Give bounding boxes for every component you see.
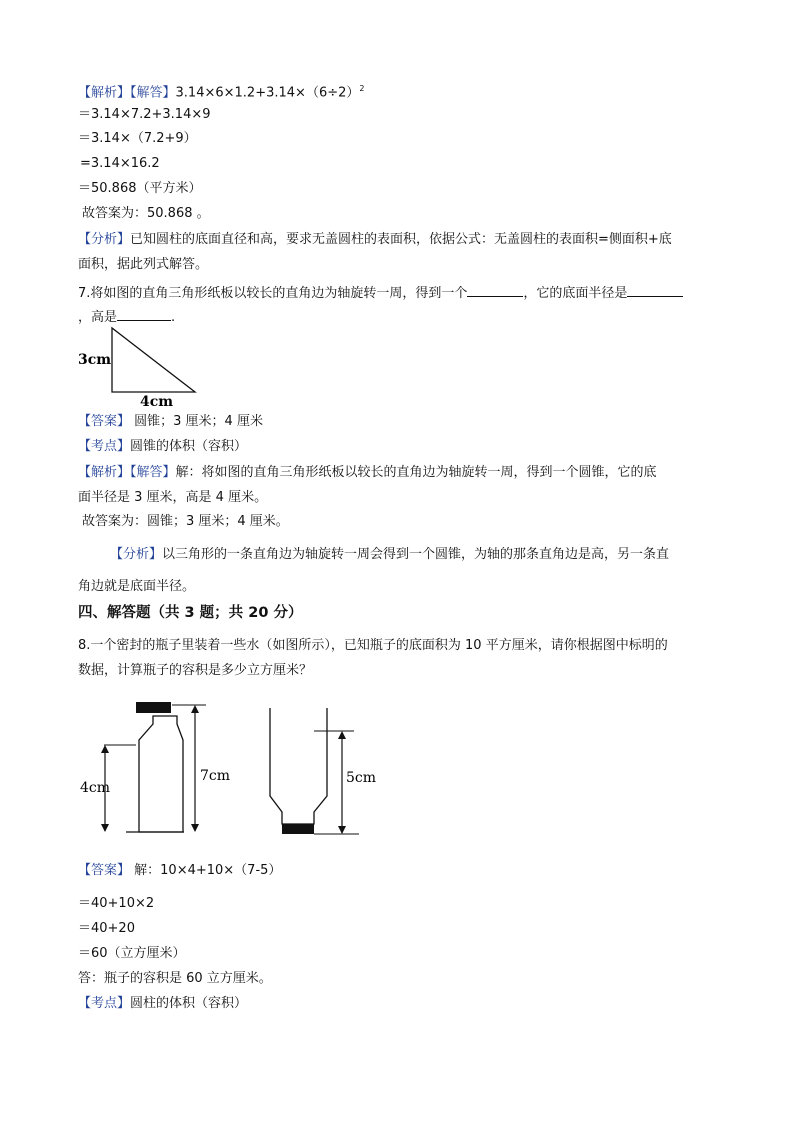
q8-bottles-figure [74, 696, 394, 844]
section-heading: 四、解答题（共 3 题；共 20 分） [78, 605, 303, 621]
prev-step-4: ＝50.868（平方米） [78, 181, 202, 196]
q7-solution-line-1: 【解析】【解答】解：将如图的直角三角形纸板以较长的直角边为轴旋转一周，得到一个圆锥，它的底 [78, 465, 657, 480]
q7-point-line: 【考点】圆锥的体积（容积） [78, 439, 248, 454]
prev-analysis-line-1: 【分析】已知圆柱的底面直径和高，要求无盖圆柱的表面积，依据公式：无盖圆柱的表面积=侧面积+底 [78, 232, 672, 247]
prev-exponent: 2 [359, 84, 365, 93]
upright-bottle [80, 702, 230, 832]
q7-triangle-figure [74, 324, 209, 408]
water-height-label: 4cm [80, 780, 111, 796]
total-height-label: 7cm [200, 768, 231, 784]
q8-question-line-2: 数据，计算瓶子的容积是多少立方厘米？ [78, 663, 313, 678]
jiexi-tag: 【解析】 [78, 85, 131, 101]
q7-label-3cm: 3cm [78, 352, 112, 368]
prev-analysis-line-2: 面积，据此列式解答。 [78, 257, 209, 272]
q7-conclusion: 故答案为：圆锥；3 厘米；4 厘米。 [82, 514, 289, 529]
q8-step-3: ＝60（立方厘米） [78, 946, 186, 961]
prev-step-1: ＝3.14×7.2+3.14×9 [78, 107, 211, 122]
q7-answer-line: 【答案】 圆锥；3 厘米；4 厘米 [78, 414, 263, 429]
q7-blank-2 [627, 282, 683, 297]
prev-step-2: ＝3.14×（7.2+9） [78, 131, 197, 146]
q7-question-line-1: 7.将如图的直角三角形纸板以较长的直角边为轴旋转一周，得到一个 ，它的底面半径是 [78, 282, 683, 303]
bottle-cap [136, 702, 171, 713]
fenxi-tag: 【分析】 [78, 232, 131, 247]
q8-answer-line: 【答案】 解：10×4+10×（7-5） [78, 863, 282, 878]
q7-blank-1 [467, 282, 523, 297]
q7-analysis-line-1: 【分析】以三角形的一条直角边为轴旋转一周会得到一个圆锥，为轴的那条直角边是高，另一条直 [110, 547, 670, 562]
inverted-bottle [270, 708, 376, 834]
prev-step-3: =3.14×16.2 [80, 156, 160, 171]
q7-blank-3 [117, 306, 171, 321]
q7-label-4cm: 4cm [140, 394, 174, 408]
prev-expression: 3.14×6×1.2+3.14×（6÷2） [175, 85, 360, 101]
prev-conclusion: 故答案为：50.868 。 [82, 206, 210, 221]
q8-point-line: 【考点】圆柱的体积（容积） [78, 996, 248, 1011]
q8-final-answer: 答：瓶子的容积是 60 立方厘米。 [78, 971, 272, 986]
q7-analysis-line-2: 角边就是底面半径。 [78, 579, 196, 594]
q8-question-line-1: 8.一个密封的瓶子里装着一些水（如图所示），已知瓶子的底面积为 10 平方厘米，请你根据图中标明的 [78, 638, 668, 653]
q8-step-2: ＝40+20 [78, 921, 135, 936]
inverted-height-label: 5cm [346, 770, 377, 786]
jieda-tag: 【解答】 [130, 85, 176, 101]
inverted-bottle-cap [282, 824, 314, 834]
right-triangle [112, 328, 195, 392]
q8-step-1: ＝40+10×2 [78, 896, 155, 911]
q7-solution-line-2: 面半径是 3 厘米，高是 4 厘米。 [78, 490, 268, 505]
q7-question-line-2: ，高是 . [78, 306, 175, 327]
prev-solution-line [78, 80, 364, 102]
